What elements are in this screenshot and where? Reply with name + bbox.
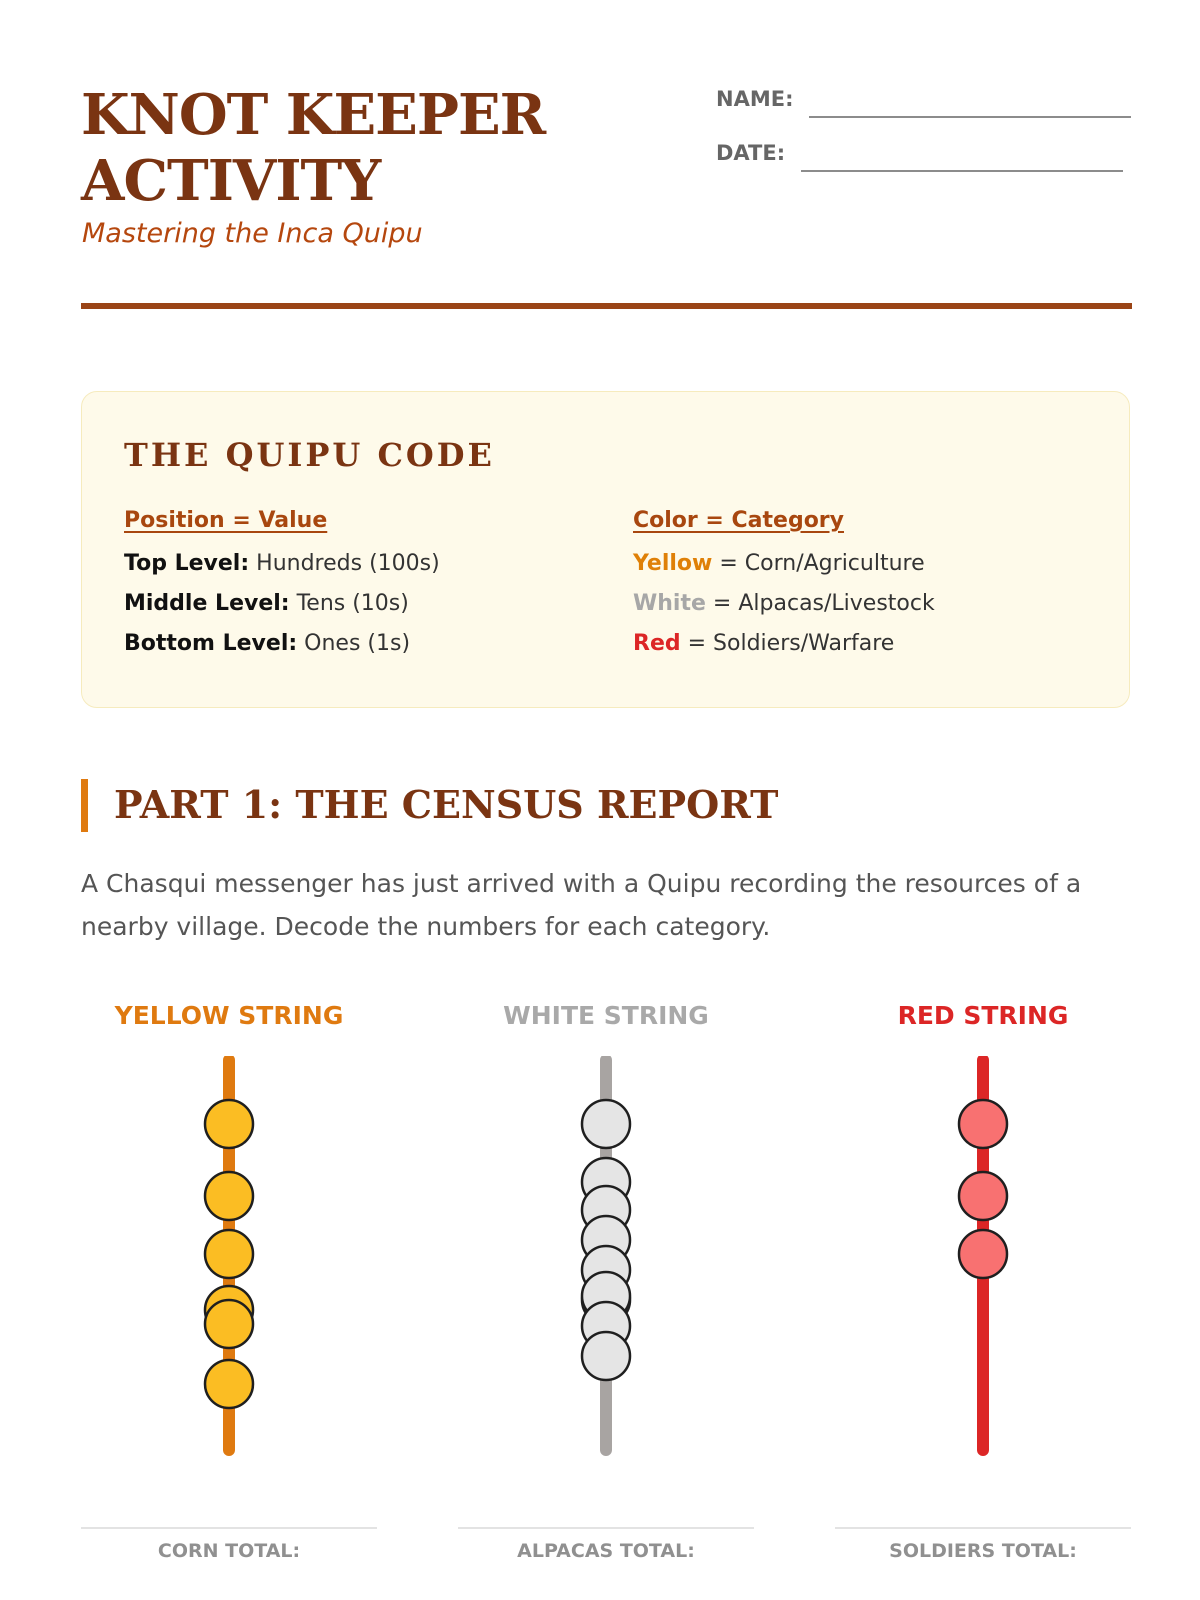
position-row-top [124, 551, 440, 577]
red-quipu-string [835, 1056, 1131, 1502]
part1-description: A Chasqui messenger has just arrived with a Quipu recording the resources of a nearby village. Decode the numbers for each category. [81, 869, 1082, 941]
position-value: Ones (1s) [304, 631, 411, 656]
color-row-red [633, 631, 935, 657]
position-legend [124, 508, 440, 671]
knot-ones [582, 1332, 630, 1380]
red-string-column [835, 1000, 1131, 1560]
string-label: RED STRING [897, 1001, 1069, 1030]
knot-hundreds [205, 1100, 253, 1148]
color-heading: Color = Category [633, 508, 844, 533]
color-category: Alpacas/Livestock [738, 591, 935, 616]
header-divider [81, 303, 1132, 309]
equals-sign: = [719, 551, 738, 576]
title-line-2: ACTIVITY [81, 148, 381, 214]
color-category: Corn/Agriculture [744, 551, 925, 576]
code-box-title: THE QUIPU CODE [124, 436, 495, 474]
total-label: CORN TOTAL: [157, 1540, 301, 1562]
page-subtitle: Mastering the Inca Quipu [82, 218, 423, 249]
knot-tens [205, 1230, 253, 1278]
position-row-middle [124, 591, 440, 617]
knot-hundreds [959, 1100, 1007, 1148]
yellow-quipu-string [81, 1056, 377, 1502]
date-line[interactable] [801, 170, 1123, 172]
position-heading: Position = Value [124, 508, 328, 533]
knot-hundreds [582, 1100, 630, 1148]
total-answer-line[interactable] [835, 1527, 1131, 1529]
date-label: DATE: [716, 141, 786, 165]
yellow-string-column [81, 1000, 377, 1560]
color-name: Red [633, 631, 681, 656]
color-name: White [633, 591, 706, 616]
total-answer-line[interactable] [81, 1527, 377, 1529]
color-legend [633, 508, 935, 671]
position-label: Middle Level: [124, 591, 290, 616]
color-row-white [633, 591, 935, 617]
knot-tens [959, 1172, 1007, 1220]
position-label: Top Level: [124, 551, 250, 576]
color-row-yellow [633, 551, 935, 577]
knot-tens [959, 1230, 1007, 1278]
position-label: Bottom Level: [124, 631, 298, 656]
knot-ones [205, 1360, 253, 1408]
knot-tens [205, 1172, 253, 1220]
title-line-1: KNOT KEEPER [81, 82, 546, 148]
position-value: Tens (10s) [296, 591, 409, 616]
total-label: ALPACAS TOTAL: [517, 1540, 695, 1562]
position-value: Hundreds (100s) [256, 551, 440, 576]
string-label: YELLOW STRING [114, 1001, 344, 1030]
quipu-code-box [81, 391, 1130, 708]
equals-sign: = [712, 591, 732, 616]
name-field [716, 86, 1131, 112]
name-label: NAME: [716, 87, 794, 111]
color-category: Soldiers/Warfare [713, 631, 895, 656]
date-field [716, 140, 1123, 166]
color-name: Yellow [633, 551, 713, 576]
section-accent-bar [81, 779, 88, 832]
knot-ones [205, 1300, 253, 1348]
equals-sign: = [687, 631, 707, 656]
part1-title: PART 1: THE CENSUS REPORT [114, 782, 779, 827]
name-line[interactable] [809, 116, 1131, 118]
white-quipu-string [458, 1056, 754, 1502]
total-label: SOLDIERS TOTAL: [889, 1540, 1077, 1562]
total-answer-line[interactable] [458, 1527, 754, 1529]
string-label: WHITE STRING [503, 1001, 709, 1030]
page-title [81, 82, 641, 214]
position-row-bottom [124, 631, 440, 657]
white-string-column [458, 1000, 754, 1560]
